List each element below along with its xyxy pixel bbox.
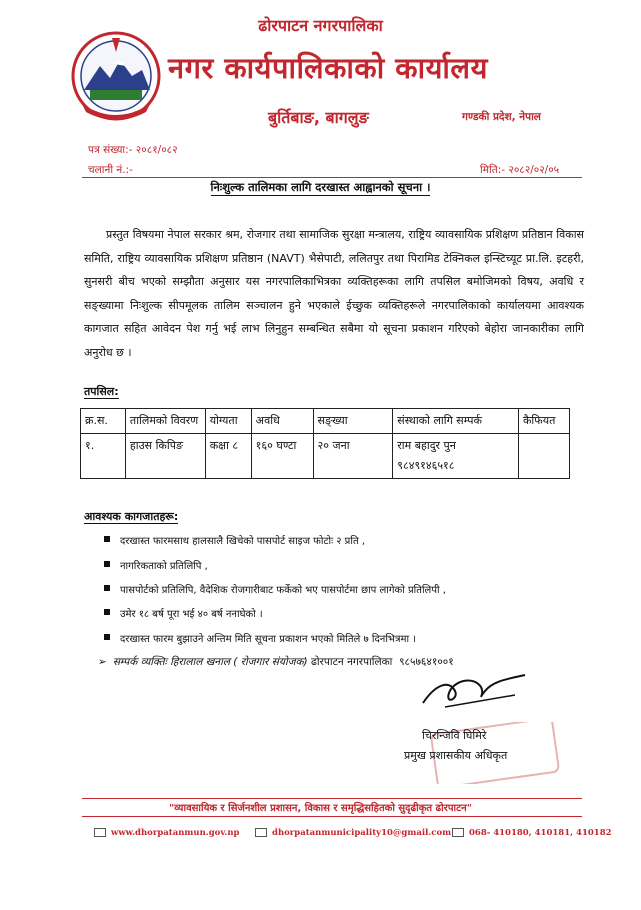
bullet-icon <box>104 561 110 567</box>
contact-phone: ९८५७६४१००१ <box>399 656 454 668</box>
requirement-text: उमेर १८ बर्ष पूरा भई ४० बर्ष ननाघेको । <box>120 609 263 620</box>
table-cell <box>518 434 569 479</box>
table-cell: १६० घण्टा <box>251 434 313 479</box>
footer-divider-bottom <box>82 816 582 817</box>
reference-number: पत्र संख्या:- २०८१/०८२ <box>88 144 178 156</box>
training-table <box>80 408 570 479</box>
table-row <box>81 434 570 479</box>
arrow-icon: ➢ <box>98 656 107 668</box>
signatory-title: प्रमुख प्रशासकीय अधिकृत <box>404 749 508 762</box>
requirement-text: दरखास्त फारम बुझाउने अन्तिम मिति सूचना प्रकाशन भएको मितिले ७ दिनभित्रमा । <box>120 634 417 645</box>
requirements-title-text: आवश्यक कागजातहरू: <box>84 510 179 523</box>
table-title-text: तपसिल: <box>84 385 119 398</box>
requirement-text: पासपोर्टको प्रतिलिपि, वैदेशिक रोजगारीबाट फर्केको भए पासपोर्टमा छाप लागेको प्रतिलिपी , <box>120 585 446 596</box>
municipality-name: ढोरपाटन नगरपालिका <box>258 16 383 35</box>
signatory-name: चिरन्जिवि घिमिरे <box>422 729 487 742</box>
footer-slogan: "व्यावसायिक र सिर्जनशील प्रशासन, विकास र समृद्धिसहितको सुदृढीकृत ढोरपाटन" <box>169 803 472 814</box>
dispatch-number: चलानी नं.:- <box>88 164 133 176</box>
footer-website <box>94 828 239 838</box>
table-cell: १. <box>81 434 126 479</box>
table-cell: २० जना <box>313 434 393 479</box>
header-cell: तालिमको विवरण <box>125 409 205 434</box>
notice-body: प्रस्तुत विषयमा नेपाल सरकार श्रम, रोजगार तथा सामाजिक सुरक्षा मन्त्रालय, राष्ट्रिय व्यावसायिक प्रशिक्षण प्रतिष्ठान विकास समिति, राष्ट्रिय व्यावसायिक प्रशिक्षण प्रतिष्ठान (NAVT) भैसेपाटी, ललितपुर तथा पिरामिड टेक्निकल इन्स्टिच्यूट प्रा.लि. इटहरी, सुनसरी बीच भएको सम्झौता अनुसार यस नगरपालिकाभित्रका व्यक्तिहरूका लागि तपसिल बमोजिमको विषय, अवधि र सङ्ख्यामा निःशुल्क सीपमूलक तालिम सञ्चालन हुने भएकाले ईच्छुक व्यक्तिहरूले नगरपालिकाको कार्यालयमा आवश्यक कागजात सहित आवेदन पेश गर्नु भई लाभ लिनुहुन सम्बन्धित सबैमा यो सूचना प्रकाशन गरिएको बेहोरा जानकारीका लागि अनुरोध छ । <box>84 228 584 359</box>
contact-line <box>98 655 454 669</box>
footer-divider-top <box>82 798 582 799</box>
table-cell: राम बहादुर पुन ९८४९१४६५१८ <box>393 434 519 479</box>
header-cell: अवधि <box>251 409 313 434</box>
website-icon <box>94 828 106 837</box>
table-title <box>84 384 119 399</box>
signature-icon <box>415 665 535 715</box>
email-icon <box>255 828 267 837</box>
table-header-row <box>81 409 570 434</box>
header-divider <box>82 177 582 178</box>
bullet-icon <box>104 536 110 542</box>
phone-text: 068- 410180, 410181, 410182 <box>469 828 612 838</box>
footer-email <box>255 828 451 838</box>
nepal-government-emblem-icon <box>70 30 162 122</box>
phone-icon <box>452 828 464 837</box>
bullet-icon <box>104 634 110 640</box>
bullet-icon <box>104 585 110 591</box>
letter-date: मिति:- २०८२/०२/०५ <box>480 164 560 176</box>
contact-office: ढोरपाटन नगरपालिका <box>311 656 393 668</box>
email-text: dhorpatanmunicipality10@gmail.com <box>272 828 452 838</box>
notice-subject <box>0 180 641 195</box>
footer-phone <box>452 828 612 838</box>
header-cell: संस्थाको लागि सम्पर्क <box>393 409 519 434</box>
website-text: www.dhorpatanmun.gov.np <box>111 828 240 838</box>
bullet-icon <box>104 609 110 615</box>
header-cell: कैफियत <box>518 409 569 434</box>
table-cell: हाउस किपिङ <box>125 434 205 479</box>
contact-person: सम्पर्क व्यक्तिः हिरालाल खनाल ( रोजगार संयोजक) <box>112 656 308 668</box>
requirements-title <box>84 509 178 524</box>
province-label: गण्डकी प्रदेश, नेपाल <box>462 111 541 123</box>
header-cell: सङ्ख्या <box>313 409 393 434</box>
table-cell: कक्षा ८ <box>205 434 251 479</box>
office-title: नगर कार्यपालिकाको कार्यालय <box>168 51 488 85</box>
requirement-text: दरखास्त फारमसाथ हालसालै खिचेको पासपोर्ट साइज फोटोः २ प्रति , <box>120 536 366 547</box>
office-address: बुर्तिबाङ, बागलुङ <box>268 108 369 127</box>
requirement-text: नागरिकताको प्रतिलिपि , <box>120 561 208 572</box>
header-cell: योग्यता <box>205 409 251 434</box>
header-cell: क्र.स. <box>81 409 126 434</box>
subject-text: निःशुल्क तालिमका लागि दरखास्त आह्वानको सूचना । <box>210 180 431 194</box>
